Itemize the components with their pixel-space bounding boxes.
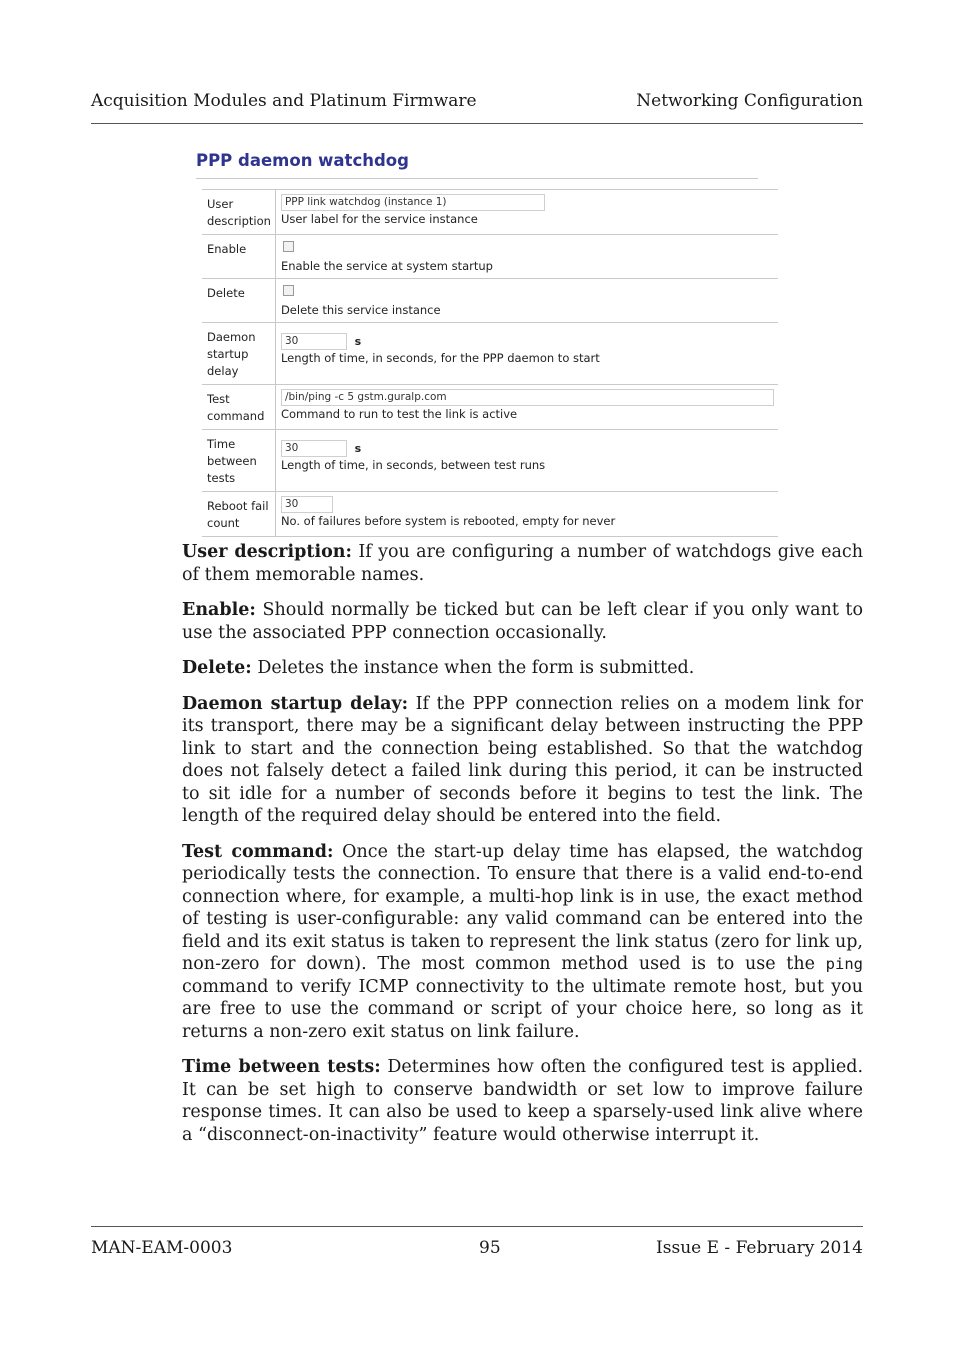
form-row-reboot-fail-count [202, 492, 778, 537]
field-help: User label for the service instance [280, 212, 478, 226]
page-header [91, 90, 863, 124]
paragraph-user-description: User description: If you are configuring a number of watchdogs give each of them memorable names. [182, 542, 863, 585]
issue-date: Issue E - February 2014 [656, 1238, 863, 1258]
delete-checkbox[interactable] [283, 285, 294, 296]
term: Test command: [182, 841, 334, 862]
field-help: Command to run to test the link is active [280, 407, 518, 421]
field-help: Delete this service instance [280, 303, 441, 317]
header-document-title: Acquisition Modules and Platinum Firmware [91, 91, 477, 111]
field-label: User description [202, 190, 275, 235]
field-help: Length of time, in seconds, between test runs [280, 458, 546, 472]
term: Daemon startup delay: [182, 693, 409, 714]
field-label: Reboot fail count [202, 492, 275, 537]
field-help: Enable the service at system startup [280, 259, 493, 273]
test-command-input[interactable]: /bin/ping -c 5 gstm.guralp.com [281, 389, 774, 406]
body-text [182, 541, 863, 1159]
form-table [202, 189, 778, 537]
term: Enable: [182, 600, 256, 620]
unit-label: s [354, 442, 362, 455]
paragraph-time-between-tests: Time between tests: Determines how often the configured test is applied. It can be set high to conserve bandwidth or set low to improve failure response times. It can also be used to keep a sparsely-used link alive where a “disconnect-on-inactivity” feature would otherwise interrupt it. [182, 1057, 864, 1145]
page-number: 95 [479, 1238, 501, 1258]
form-row-daemon-startup-delay [202, 323, 778, 385]
field-label: Time between tests [202, 430, 275, 492]
field-help: No. of failures before system is rebooted, empty for never [280, 514, 616, 528]
form-row-test-command [202, 385, 778, 430]
page-footer [91, 1226, 863, 1257]
code-ping: ping [825, 955, 863, 973]
form-row-delete [202, 279, 778, 323]
paragraph-daemon-startup-delay: Daemon startup delay: If the PPP connection relies on a modem link for its transport, there may be a significant delay between instructing the PPP link to start and the connection being established. So that the watchdog does not falsely detect a failed link during this period, it can be instructed to sit idle for a number of seconds before it begins to test the link. The length of the required delay should be entered into the field. [182, 693, 863, 826]
user-description-input[interactable]: PPP link watchdog (instance 1) [281, 194, 545, 211]
form-row-user-description [202, 190, 778, 235]
field-label: Test command [202, 385, 275, 430]
term: Delete: [182, 658, 252, 678]
form-title-divider [196, 178, 758, 179]
field-label: Delete [202, 279, 275, 323]
term: Time between tests: [182, 1057, 381, 1077]
header-section-title: Networking Configuration [636, 91, 863, 111]
term: User description: [182, 542, 352, 562]
unit-label: s [354, 335, 362, 348]
ppp-watchdog-form-screenshot [196, 148, 776, 528]
field-label: Enable [202, 235, 275, 279]
reboot-fail-count-input[interactable]: 30 [281, 496, 333, 513]
form-row-enable [202, 235, 778, 279]
form-title: PPP daemon watchdog [196, 151, 409, 170]
field-help: Length of time, in seconds, for the PPP daemon to start [280, 351, 600, 365]
paragraph-delete: Delete: Deletes the instance when the form is submitted. [182, 658, 695, 678]
enable-checkbox[interactable] [283, 241, 294, 252]
paragraph-test-command: Test command: Once the start-up delay time has elapsed, the watchdog periodically tests the connection. To ensure that there is a valid end-to-end connection where, for example, a multi-hop link is in use, the exact method of testing is user-configurable: any valid command can be entered into the field and its exit status is taken to represent the link status (zero for link up, non-zero for down). The most common method used is to use the ping command to verify ICMP connectivity to the ultimate remote host, but you are free to use the command or script of your choice here, so long as it returns a non-zero exit status on link failure. [182, 841, 863, 1042]
form-row-time-between-tests [202, 430, 778, 492]
daemon-startup-delay-input[interactable]: 30 [281, 333, 347, 350]
field-label: Daemon startup delay [202, 323, 275, 385]
time-between-tests-input[interactable]: 30 [281, 440, 347, 457]
paragraph-enable: Enable: Should normally be ticked but can be left clear if you only want to use the associated PPP connection occasionally. [182, 600, 863, 643]
document-number: MAN-EAM-0003 [91, 1238, 233, 1258]
